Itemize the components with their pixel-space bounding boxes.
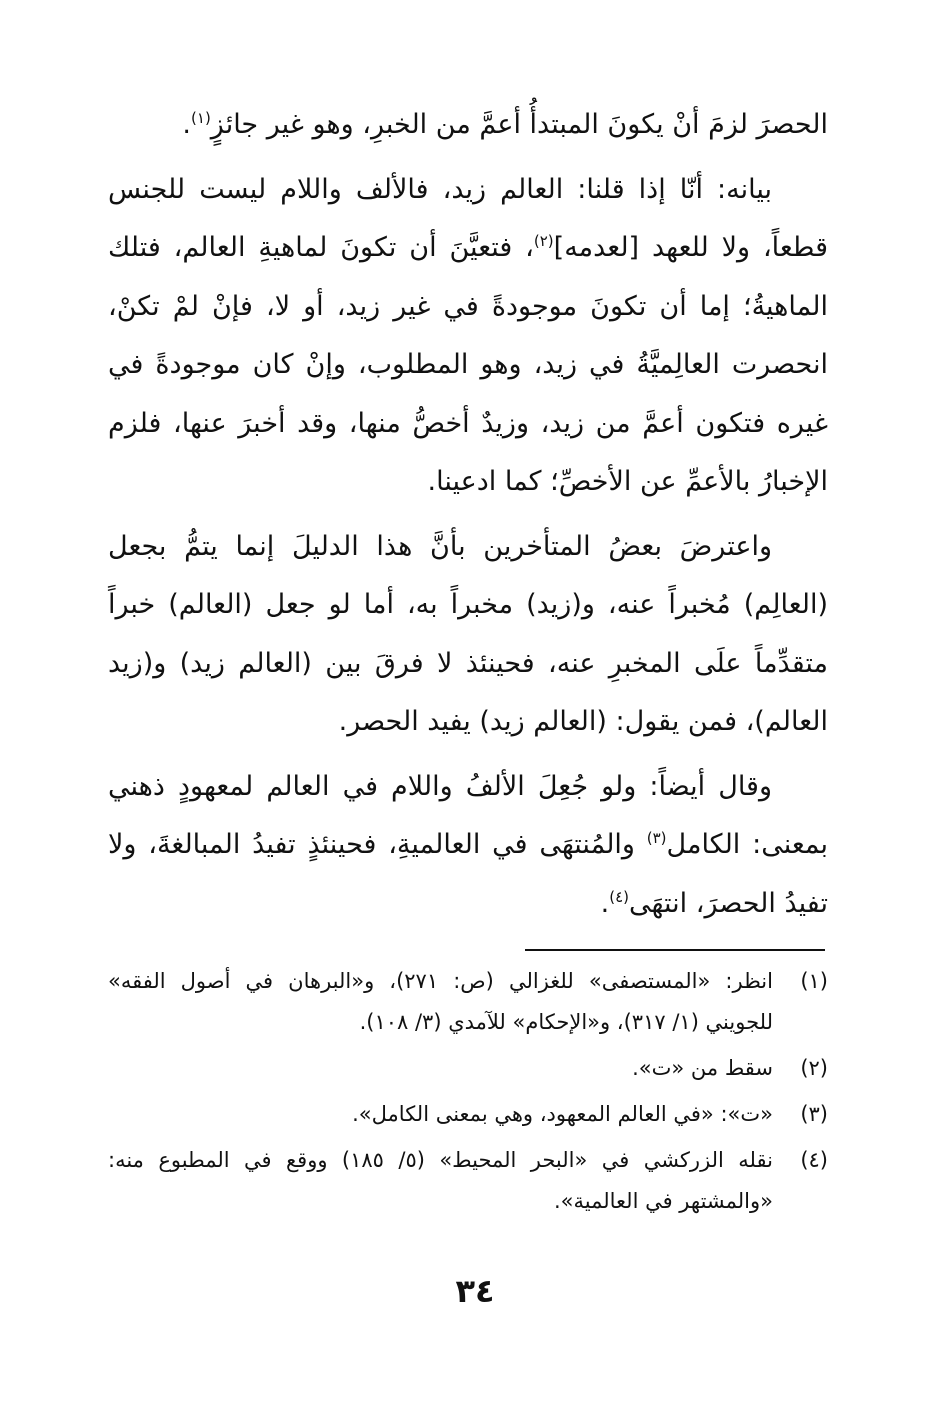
main-text <box>108 96 828 933</box>
footnote-3 <box>108 1094 828 1135</box>
footnote-ref-4: (٤) <box>609 887 630 906</box>
footnote-text: سقط من «ت». <box>632 1056 773 1080</box>
footnote-number: (٣) <box>800 1102 828 1126</box>
footnotes <box>108 961 828 1227</box>
footnote-ref-2: (٢) <box>533 232 554 250</box>
paragraph-4 <box>108 758 828 934</box>
footnote-4 <box>108 1140 828 1222</box>
footnote-number: (٤) <box>800 1148 828 1172</box>
paragraph-4-text-b: والمُنتهَى في العالميةِ، فحينئذٍ تفيدُ المبالغةَ، ولا تفيدُ الحصرَ، انتهَى <box>108 829 828 919</box>
footnote-2 <box>108 1048 828 1089</box>
footnote-ref-3: (٣) <box>646 829 667 847</box>
footnote-1 <box>108 961 828 1043</box>
footnote-text: انظر: «المستصفى» للغزالي (ص: ٢٧١)، و«البرهان في أصول الفقه» للجويني (١/ ٣١٧)، و«الإحكام» للآمدي (٣/ ١٠٨). <box>108 969 773 1034</box>
paragraph-3 <box>108 518 828 752</box>
footnote-number: (١) <box>800 969 828 993</box>
paragraph-1-end: . <box>182 109 192 140</box>
paragraph-1 <box>108 96 828 155</box>
page-number: ٣٤ <box>455 1272 495 1310</box>
paragraph-2 <box>108 161 828 512</box>
footnote-separator <box>525 949 825 951</box>
paragraph-4-text-a: وقال أيضاً: ولو جُعِلَ الألفُ واللام في العالم لمعهودٍ ذهني بمعنى: الكامل <box>108 770 828 860</box>
paragraph-3-text: واعترضَ بعضُ المتأخرين بأنَّ هذا الدليلَ إنما يتمُّ بجعل (العالِم) مُخبراً عنه، و(زيد) مخبراً به، أما لو جعل (العالم) خبراً متقدِّماً علَى المخبرِ عنه، فحينئذ لا فرقَ بين (العالم زيد) و(زيد العالم)، فمن يقول: (العالم زيد) يفيد الحصر. <box>108 530 828 737</box>
paragraph-2-text-b: ، فتعيَّنَ أن تكونَ لماهيةِ العالم، فتلك الماهيةُ؛ إما أن تكونَ موجودةً في غير زيد، أو لا، فإنْ لمْ تكنْ، انحصرت العالِميَّةُ في زيد، وهو المطلوب، وإنْ كان موجودةً في غيره فتكون أعمَّ من زيد، وزيدٌ أخصُّ منها، وقد أخبرَ عنها، فلزم الإخبارُ بالأعمِّ عن الأخصِّ؛ كما ادعينا. <box>108 232 828 497</box>
footnote-number: (٢) <box>800 1056 828 1080</box>
footnote-ref-1: (١) <box>191 109 211 127</box>
paragraph-1-text: الحصرَ لزمَ أنْ يكونَ المبتدأُ أعمَّ من الخبرِ، وهو غير جائزٍ <box>210 109 828 140</box>
paragraph-4-end: . <box>600 887 610 919</box>
footnote-text: «ت»: «في العالم المعهود، وهي بمعنى الكامل». <box>352 1102 773 1126</box>
footnote-text: نقله الزركشي في «البحر المحيط» (٥/ ١٨٥) ووقع في المطبوع منه: «والمشتهر في العالمية». <box>108 1148 773 1213</box>
paragraph-2-text-a: بيانه: أنّا إذا قلنا: العالم زيد، فالألف واللام ليست للجنس قطعاً، ولا للعهد [لعدمه] <box>108 173 828 263</box>
